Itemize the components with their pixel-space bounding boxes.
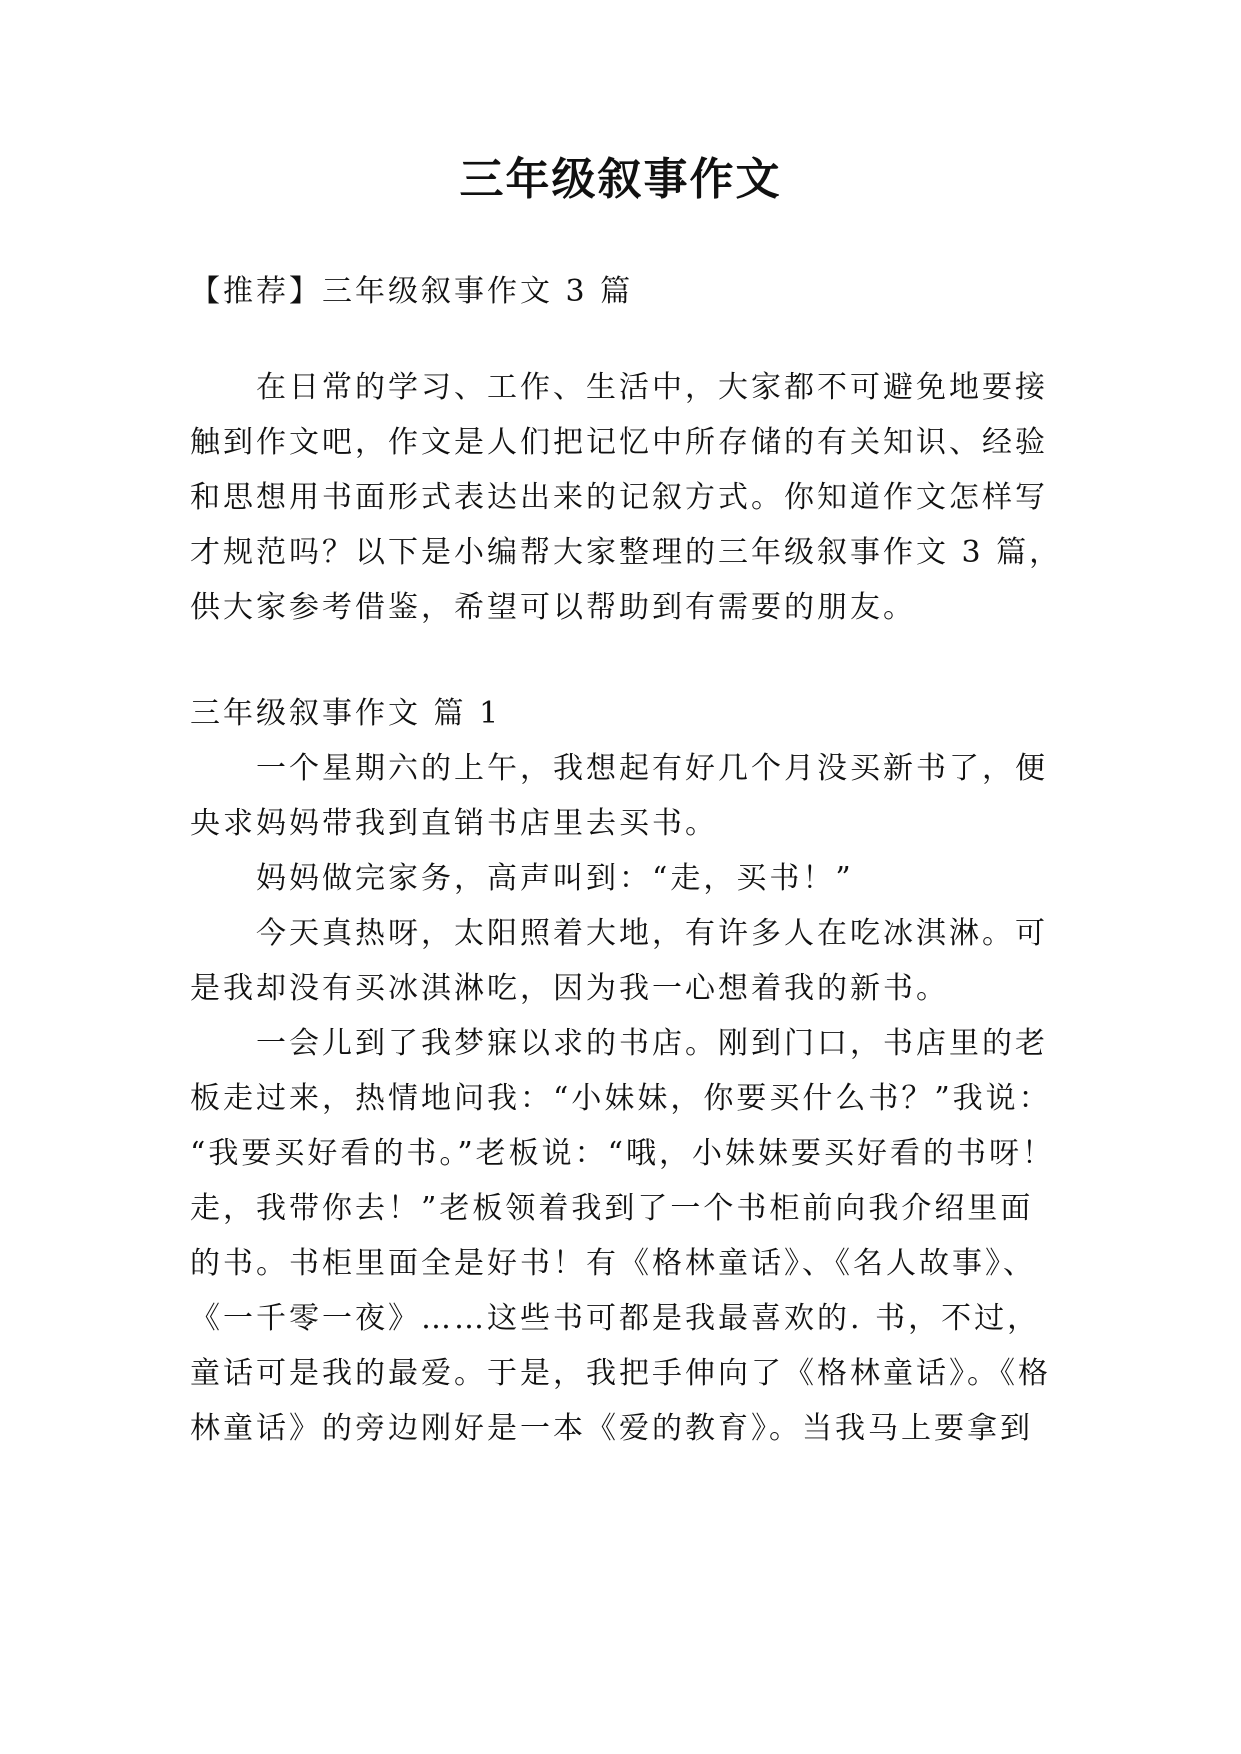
- body-line: 一会儿到了我梦寐以求的书店。刚到门口，书店里的老: [256, 1026, 1048, 1061]
- body-line: 童话可是我的最爱。于是，我把手伸向了《格林童话》。《格: [190, 1356, 1051, 1391]
- body-line: 走，我带你去！”老板领着我到了一个书柜前向我介绍里面: [190, 1191, 1034, 1226]
- intro-line: 在日常的学习、工作、生活中，大家都不可避免地要接: [256, 370, 1048, 405]
- body-line: 一个星期六的上午，我想起有好几个月没买新书了，便: [256, 751, 1048, 786]
- body-line: “我要买好看的书。”老板说：“哦，小妹妹要买好看的书呀！: [190, 1136, 1056, 1171]
- intro-line: 触到作文吧，作文是人们把记忆中所存储的有关知识、经验: [190, 425, 1048, 460]
- body-line: 妈妈做完家务，高声叫到：“走，买书！”: [256, 861, 854, 896]
- page-title: 三年级叙事作文: [459, 154, 782, 205]
- body-line: 《一千零一夜》……这些书可都是我最喜欢的. 书，不过，: [190, 1301, 1041, 1336]
- body-line: 是我却没有买冰淇淋吃，因为我一心想着我的新书。: [190, 971, 949, 1006]
- body-line: 今天真热呀，太阳照着大地，有许多人在吃冰淇淋。可: [256, 916, 1048, 951]
- intro-line: 才规范吗？以下是小编帮大家整理的三年级叙事作文 3 篇，: [190, 535, 1063, 570]
- body-line: 板走过来，热情地问我：“小妹妹，你要买什么书？”我说：: [190, 1081, 1052, 1116]
- body-line: 的书。书柜里面全是好书！有《格林童话》、《名人故事》、: [190, 1246, 1036, 1281]
- section-heading: 三年级叙事作文 篇 1: [190, 696, 502, 731]
- intro-line: 供大家参考借鉴，希望可以帮助到有需要的朋友。: [190, 590, 916, 625]
- body-line: 央求妈妈带我到直销书店里去买书。: [190, 806, 718, 841]
- intro-line: 和思想用书面形式表达出来的记叙方式。你知道作文怎样写: [190, 480, 1048, 515]
- body-line: 林童话》的旁边刚好是一本《爱的教育》。当我马上要拿到: [190, 1411, 1033, 1446]
- recommend-line: 【推荐】三年级叙事作文 3 篇: [190, 274, 634, 309]
